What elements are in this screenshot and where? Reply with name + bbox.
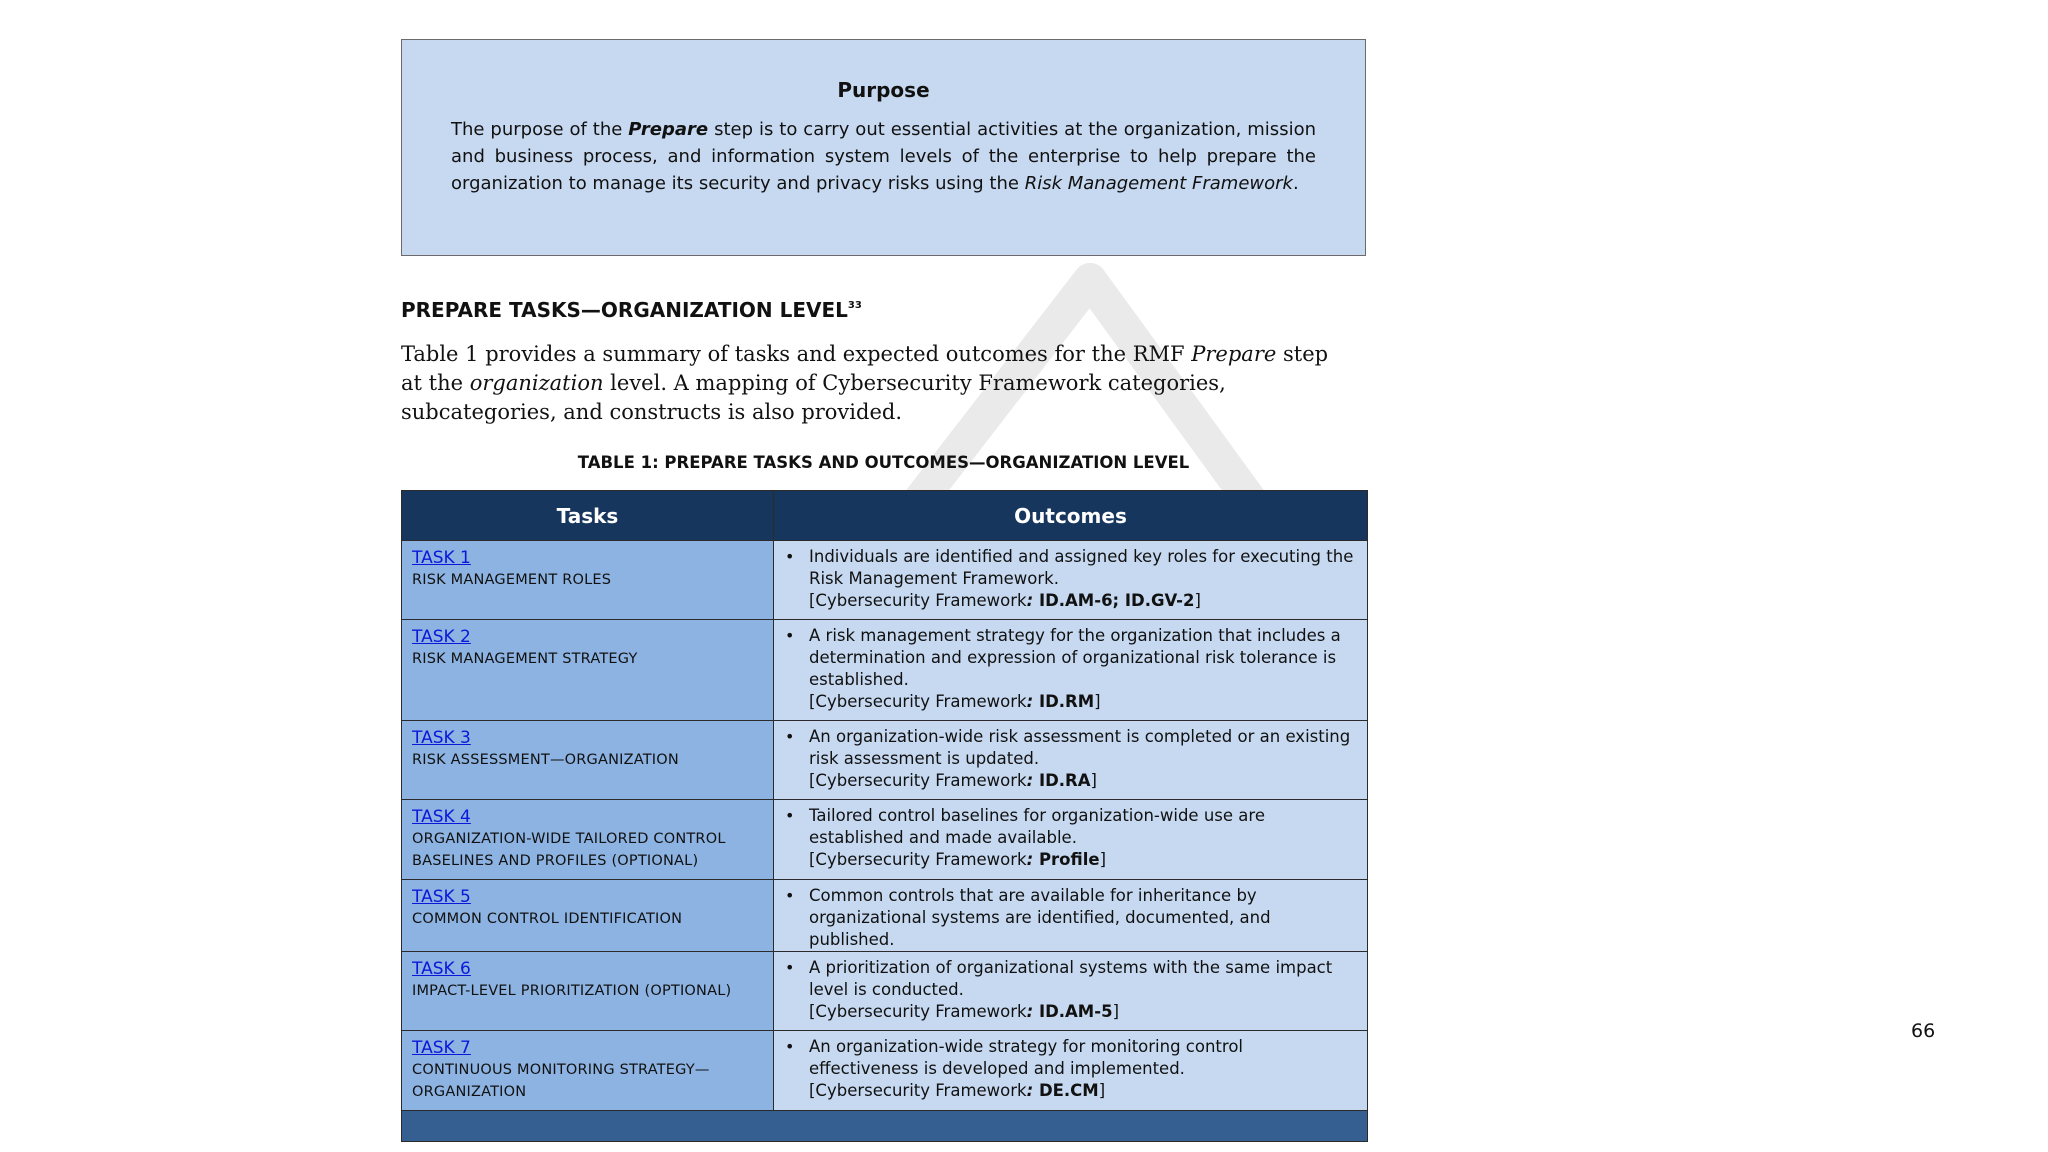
outcome-item <box>784 726 1357 792</box>
bullet-icon: • <box>785 1037 795 1056</box>
intro-paragraph: Table 1 provides a summary of tasks and expected outcomes for the RMF Prepare step at the organization level. A mapping of Cybersecurity Framework categories, subcategories, and constructs is also provided. <box>401 342 1329 424</box>
tasks-table <box>401 490 1368 1142</box>
outcome-item <box>784 625 1357 713</box>
outcome-text: Tailored control baselines for organization-wide use are established and made available. <box>809 806 1265 847</box>
table-row <box>402 952 1368 1031</box>
task-link[interactable]: TASK 5 <box>412 887 471 907</box>
table-header-row <box>402 491 1368 541</box>
outcome-cell <box>774 1031 1368 1111</box>
table-row <box>402 880 1368 952</box>
outcome-item <box>784 885 1357 951</box>
outcome-text: A prioritization of organizational systems with the same impact level is conducted. <box>809 958 1333 999</box>
bullet-icon: • <box>785 958 795 977</box>
table-row <box>402 541 1368 620</box>
cybersecurity-framework-ref: [Cybersecurity Framework: Profile] <box>809 850 1107 869</box>
footer-band-cell <box>402 1111 1368 1142</box>
task-cell <box>402 1031 774 1111</box>
table-caption: TABLE 1: PREPARE TASKS AND OUTCOMES—ORGANIZATION LEVEL <box>577 453 1190 472</box>
task-cell <box>402 721 774 800</box>
purpose-box <box>401 39 1366 256</box>
footnote-ref: 33 <box>847 300 862 311</box>
outcome-cell <box>774 880 1368 952</box>
outcome-text: An organization-wide risk assessment is completed or an existing risk assessment is updated. <box>809 727 1351 768</box>
header-tasks: Tasks <box>402 491 774 541</box>
outcome-text: Individuals are identified and assigned key roles for executing the Risk Management Framework. <box>809 547 1354 588</box>
task-link[interactable]: TASK 6 <box>412 959 471 979</box>
cybersecurity-framework-ref: [Cybersecurity Framework: DE.CM] <box>809 1081 1106 1100</box>
outcome-item <box>784 546 1357 612</box>
task-cell <box>402 541 774 620</box>
task-name: RISK MANAGEMENT STRATEGY <box>412 651 638 667</box>
outcome-cell <box>774 721 1368 800</box>
bullet-icon: • <box>785 806 795 825</box>
task-link[interactable]: TASK 3 <box>412 728 471 748</box>
task-name: IMPACT-LEVEL PRIORITIZATION (OPTIONAL) <box>412 983 732 999</box>
outcome-text: An organization-wide strategy for monitoring control effectiveness is developed and implemented. <box>809 1037 1243 1078</box>
task-name: RISK MANAGEMENT ROLES <box>412 572 612 588</box>
page-number: 66 <box>1911 1020 1936 1042</box>
cybersecurity-framework-ref: [Cybersecurity Framework: ID.AM-6; ID.GV-2] <box>809 591 1201 610</box>
outcome-item <box>784 805 1357 871</box>
task-name: RISK ASSESSMENT—ORGANIZATION <box>412 752 679 768</box>
outcome-cell <box>774 800 1368 880</box>
table-row <box>402 800 1368 880</box>
task-link[interactable]: TASK 7 <box>412 1038 471 1058</box>
cybersecurity-framework-ref: [Cybersecurity Framework: ID.RM] <box>809 692 1101 711</box>
task-name: CONTINUOUS MONITORING STRATEGY—ORGANIZATION <box>412 1062 710 1100</box>
bullet-icon: • <box>785 626 795 645</box>
cybersecurity-framework-ref: [Cybersecurity Framework: ID.AM-5] <box>809 1002 1119 1021</box>
task-name: ORGANIZATION-WIDE TAILORED CONTROL BASELINES AND PROFILES (OPTIONAL) <box>412 831 726 869</box>
header-outcomes: Outcomes <box>774 491 1368 541</box>
outcome-item <box>784 957 1357 1023</box>
purpose-text: The purpose of the Prepare step is to carry out essential activities at the organization, mission and business process, and information system levels of the enterprise to help prepare the organization to manage its security and privacy risks using the Risk Management Framework. <box>451 119 1316 194</box>
purpose-title: Purpose <box>837 78 930 102</box>
table-body <box>402 541 1368 1142</box>
bullet-icon: • <box>785 886 795 905</box>
task-cell <box>402 952 774 1031</box>
task-name: COMMON CONTROL IDENTIFICATION <box>412 911 683 927</box>
table-row <box>402 1031 1368 1111</box>
task-cell <box>402 880 774 952</box>
outcome-cell <box>774 952 1368 1031</box>
bullet-icon: • <box>785 547 795 566</box>
task-link[interactable]: TASK 2 <box>412 627 471 647</box>
table-row <box>402 620 1368 721</box>
table-row <box>402 721 1368 800</box>
outcome-cell <box>774 620 1368 721</box>
outcome-cell <box>774 541 1368 620</box>
task-cell <box>402 800 774 880</box>
bullet-icon: • <box>785 727 795 746</box>
task-link[interactable]: TASK 1 <box>412 548 471 568</box>
outcome-text: Common controls that are available for inheritance by organizational systems are identified, documented, and published. <box>809 886 1271 949</box>
task-cell <box>402 620 774 721</box>
outcome-text: A risk management strategy for the organization that includes a determination and expression of organizational risk tolerance is established. <box>809 626 1341 689</box>
section-heading: PREPARE TASKS—ORGANIZATION LEVEL$^{33}$ <box>401 298 862 322</box>
table-footer-band <box>402 1111 1368 1142</box>
cybersecurity-framework-ref: [Cybersecurity Framework: ID.RA] <box>809 771 1097 790</box>
task-link[interactable]: TASK 4 <box>412 807 471 827</box>
outcome-item <box>784 1036 1357 1102</box>
